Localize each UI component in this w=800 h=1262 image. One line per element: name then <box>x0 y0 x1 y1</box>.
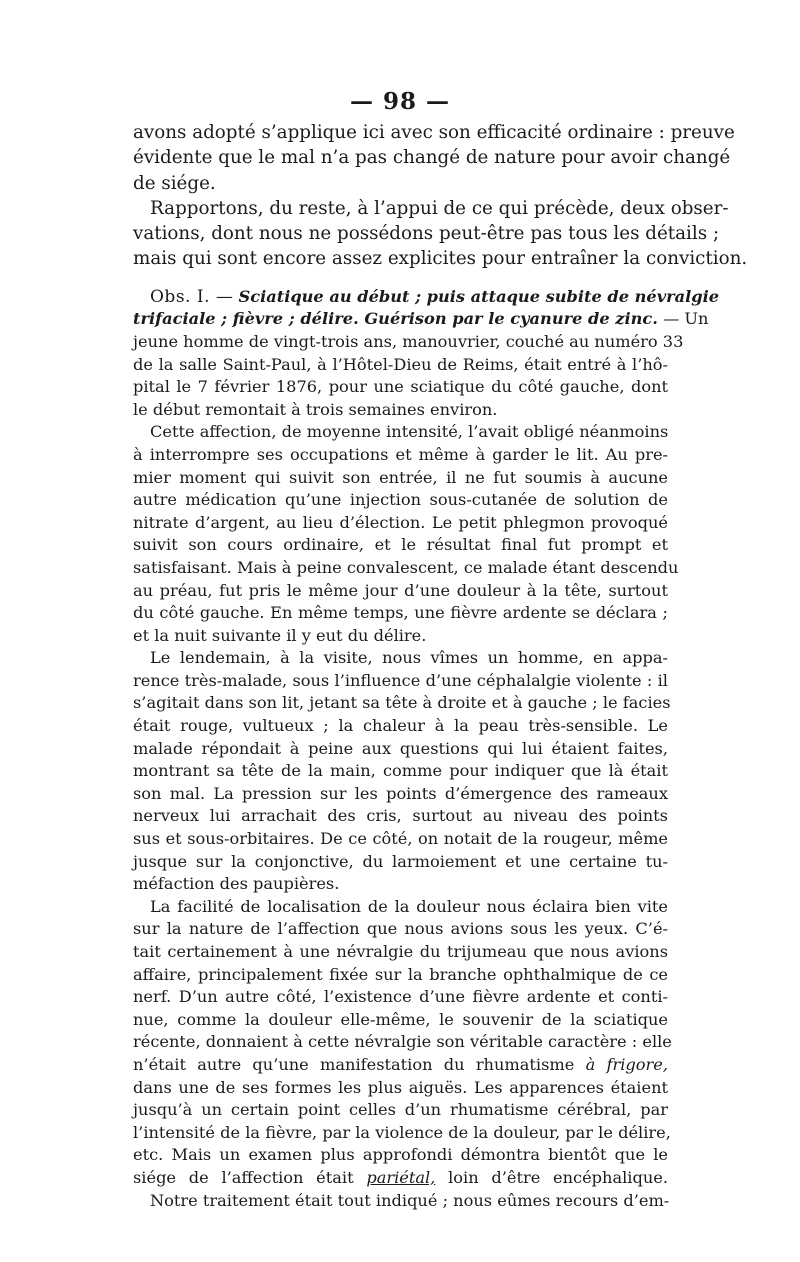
paragraph-4 <box>133 647 671 896</box>
observation-label: Obs. I. — <box>150 286 234 307</box>
text-line: de la salle Saint-Paul, à l’Hôtel-Dieu de Reims, était entré à l’hô- <box>133 354 668 374</box>
text-line: nitrate d’argent, au lieu d’élection. Le petit phlegmon provoqué <box>133 512 668 532</box>
text-line: nerf. D’un autre côté, l’existence d’une fièvre ardente et conti- <box>133 987 668 1007</box>
text-line: jeune homme de vingt-trois ans, manouvrier, couché au numéro 33 <box>133 331 684 351</box>
observation-block <box>133 286 720 1212</box>
text-line: Rapportons, du reste, à l’appui de ce qui précède, deux obser- <box>150 197 729 219</box>
text-line: nue, comme la douleur elle-même, le souvenir de la sciatique <box>133 1009 668 1029</box>
text-line: du côté gauche. En même temps, une fièvre ardente se déclara ; <box>133 603 668 623</box>
paragraph-3 <box>133 421 679 647</box>
text-line: etc. Mais un examen plus approfondi démontra bientôt que le <box>133 1145 668 1165</box>
page-number: — 98 — <box>349 88 451 115</box>
text-line: sur la nature de l’affection que nous avions sous les yeux. C’é- <box>133 919 668 939</box>
text-line: suivit son cours ordinaire, et le résultat final fut prompt et <box>133 535 668 555</box>
text-line: à interrompre ses occupations et même à garder le lit. Au pre- <box>133 444 668 464</box>
text-line: mais qui sont encore assez explicites pour entraîner la conviction. <box>133 248 748 270</box>
text-line: Le lendemain, à la visite, nous vîmes un homme, en appa- <box>150 648 668 668</box>
text-line: dans une de ses formes les plus aiguës. Les apparences étaient <box>133 1077 668 1097</box>
paragraph-1 <box>133 120 735 196</box>
text-line: au préau, fut pris le même jour d’une douleur à la tête, surtout <box>133 580 668 600</box>
text-line: tait certainement à une névralgie du trijumeau que nous avions <box>133 942 668 961</box>
text-line-with-emphasis <box>133 1167 668 1190</box>
emphasis-text: à frigore, <box>585 1054 668 1074</box>
text-line: affaire, principalement fixée sur la branche ophthalmique de ce <box>133 964 668 984</box>
observation-heading <box>133 286 720 309</box>
text-line: était rouge, vultueux ; la chaleur à la peau très-sensible. Le <box>133 716 668 736</box>
text-line: méfaction des paupières. <box>133 874 340 894</box>
text-line: s’agitait dans son lit, jetant sa tête à droite et à gauche ; le facies <box>133 693 671 713</box>
text-line: Notre traitement était tout indiqué ; nous eûmes recours d’em- <box>150 1190 670 1210</box>
emphasis-text: pariétal, <box>366 1167 436 1187</box>
text-segment: siége de l’affection était <box>133 1167 354 1187</box>
text-line: autre médication qu’une injection sous-cutanée de solution de <box>133 490 668 510</box>
observation-title-tail: — Un <box>663 309 709 329</box>
text-line: jusqu’à un certain point celles d’un rhumatisme cérébral, par <box>133 1100 668 1120</box>
paragraph-6 <box>133 1190 668 1213</box>
text-line: récente, donnaient à cette névralgie son véritable caractère : elle <box>133 1032 672 1052</box>
body-text <box>133 120 748 1212</box>
text-segment: n’était autre qu’une manifestation du rhumatisme <box>133 1054 575 1074</box>
text-line: son mal. La pression sur les points d’émergence des rameaux <box>133 783 668 803</box>
text-line: pital le 7 février 1876, pour une sciatique du côté gauche, dont <box>133 377 668 397</box>
paragraph-2 <box>133 196 748 272</box>
observation-title: Sciatique au début ; puis attaque subite de névralgie <box>238 286 720 306</box>
text-line: avons adopté s’applique ici avec son efficacité ordinaire : preuve <box>133 122 735 143</box>
text-line: de siége. <box>133 172 216 194</box>
text-line: satisfaisant. Mais à peine convalescent, ce malade étant descendu <box>133 557 679 577</box>
text-line: malade répondait à peine aux questions qui lui étaient faites, <box>133 738 668 758</box>
text-line: vations, dont nous ne possédons peut-être pas tous les détails ; <box>133 223 720 245</box>
text-line: mier moment qui suivit son entrée, il ne fut soumis à aucune <box>133 467 668 487</box>
observation-title-cont: trifaciale ; fièvre ; délire. Guérison par le cyanure de zinc. <box>133 309 658 329</box>
text-line: La facilité de localisation de la douleur nous éclaira bien vite <box>150 896 668 916</box>
text-line: rence très-malade, sous l’influence d’une céphalalgie violente : il <box>133 670 668 690</box>
text-line: montrant sa tête de la main, comme pour indiquer que là était <box>133 761 668 781</box>
text-line: Cette affection, de moyenne intensité, l’avait obligé néanmoins <box>150 422 669 442</box>
observation-heading-cont <box>133 308 709 331</box>
text-line: le début remontait à trois semaines environ. <box>133 399 498 419</box>
text-line: et la nuit suivante il y eut du délire. <box>133 625 427 645</box>
paragraph-5 <box>133 896 672 1190</box>
section-gap <box>133 272 668 286</box>
text-line-with-emphasis <box>133 1054 668 1077</box>
text-line: sus et sous-orbitaires. De ce côté, on notait de la rougeur, même <box>133 829 668 849</box>
text-line: évidente que le mal n’a pas changé de nature pour avoir changé <box>133 147 731 169</box>
text-segment: loin d’être encéphalique. <box>448 1167 668 1187</box>
text-line: l’intensité de la fièvre, par la violence de la douleur, par le délire, <box>133 1122 671 1142</box>
text-line: nerveux lui arrachait des cris, surtout au niveau des points <box>133 806 668 826</box>
text-line: jusque sur la conjonctive, du larmoiement et une certaine tu- <box>133 851 668 871</box>
